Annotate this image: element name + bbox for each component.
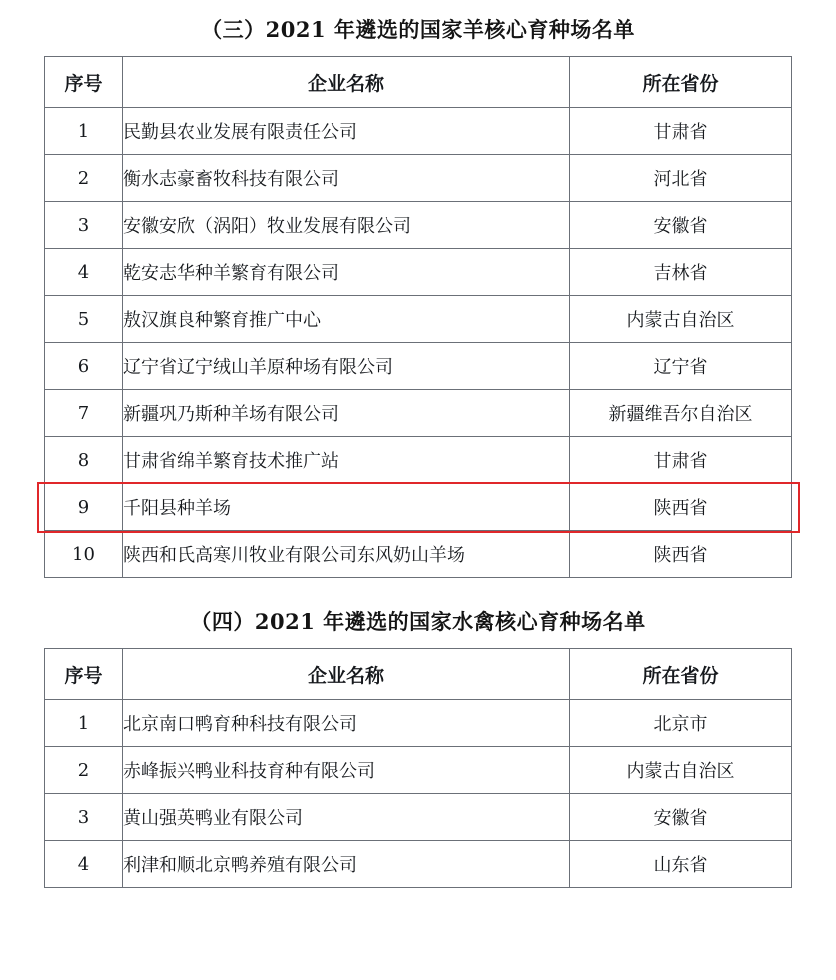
cell-province: 山东省 [570,841,792,888]
table-row [45,437,792,484]
cell-company-name: 千阳县种羊场 [123,484,570,531]
cell-province: 辽宁省 [570,343,792,390]
cell-no: 10 [45,531,123,578]
table-row [45,700,792,747]
cell-company-name: 乾安志华种羊繁育有限公司 [123,249,570,296]
table-waterfowl-breeding-farms [44,648,792,888]
cell-company-name: 衡水志豪畜牧科技有限公司 [123,155,570,202]
table-row [45,249,792,296]
cell-company-name: 利津和顺北京鸭养殖有限公司 [123,841,570,888]
table-row [45,747,792,794]
column-header-name: 企业名称 [123,649,570,700]
cell-province: 河北省 [570,155,792,202]
cell-company-name: 黄山强英鸭业有限公司 [123,794,570,841]
cell-company-name: 辽宁省辽宁绒山羊原种场有限公司 [123,343,570,390]
cell-no: 6 [45,343,123,390]
table-wrapper-sheep [44,56,792,578]
cell-company-name: 陕西和氏高寒川牧业有限公司东风奶山羊场 [123,531,570,578]
cell-no: 3 [45,794,123,841]
table-row [45,202,792,249]
cell-company-name: 甘肃省绵羊繁育技术推广站 [123,437,570,484]
section-title-waterfowl: （四）2021 年遴选的国家水禽核心育种场名单 [190,609,646,634]
cell-no: 7 [45,390,123,437]
section-waterfowl-breeding-farms [44,578,792,888]
cell-company-name: 新疆巩乃斯种羊场有限公司 [123,390,570,437]
cell-company-name: 北京南口鸭育种科技有限公司 [123,700,570,747]
cell-province: 新疆维吾尔自治区 [570,390,792,437]
table-row [45,155,792,202]
cell-province: 甘肃省 [570,108,792,155]
column-header-no: 序号 [45,649,123,700]
table-header-row [45,649,792,700]
column-header-name: 企业名称 [123,57,570,108]
cell-province: 甘肃省 [570,437,792,484]
table-row [45,841,792,888]
cell-no: 5 [45,296,123,343]
section-sheep-breeding-farms [44,0,792,578]
cell-no: 3 [45,202,123,249]
table-header-row [45,57,792,108]
cell-no: 2 [45,747,123,794]
cell-province: 陕西省 [570,531,792,578]
cell-company-name: 民勤县农业发展有限责任公司 [123,108,570,155]
table-row [45,108,792,155]
cell-company-name: 赤峰振兴鸭业科技育种有限公司 [123,747,570,794]
cell-province: 内蒙古自治区 [570,747,792,794]
cell-no: 4 [45,249,123,296]
cell-no: 2 [45,155,123,202]
column-header-province: 所在省份 [570,57,792,108]
cell-no: 4 [45,841,123,888]
cell-province: 陕西省 [570,484,792,531]
table-row [45,794,792,841]
cell-province: 安徽省 [570,202,792,249]
cell-no: 9 [45,484,123,531]
column-header-province: 所在省份 [570,649,792,700]
section-title-sheep: （三）2021 年遴选的国家羊核心育种场名单 [201,17,635,42]
cell-province: 内蒙古自治区 [570,296,792,343]
column-header-no: 序号 [45,57,123,108]
table-row [45,343,792,390]
cell-province: 北京市 [570,700,792,747]
cell-no: 1 [45,108,123,155]
table-row [45,531,792,578]
table-row [45,296,792,343]
cell-company-name: 敖汉旗良种繁育推广中心 [123,296,570,343]
table-row [45,390,792,437]
cell-province: 吉林省 [570,249,792,296]
cell-no: 8 [45,437,123,484]
cell-company-name: 安徽安欣（涡阳）牧业发展有限公司 [123,202,570,249]
table-row-highlighted [45,484,792,531]
cell-no: 1 [45,700,123,747]
table-sheep-breeding-farms [44,56,792,578]
cell-province: 安徽省 [570,794,792,841]
